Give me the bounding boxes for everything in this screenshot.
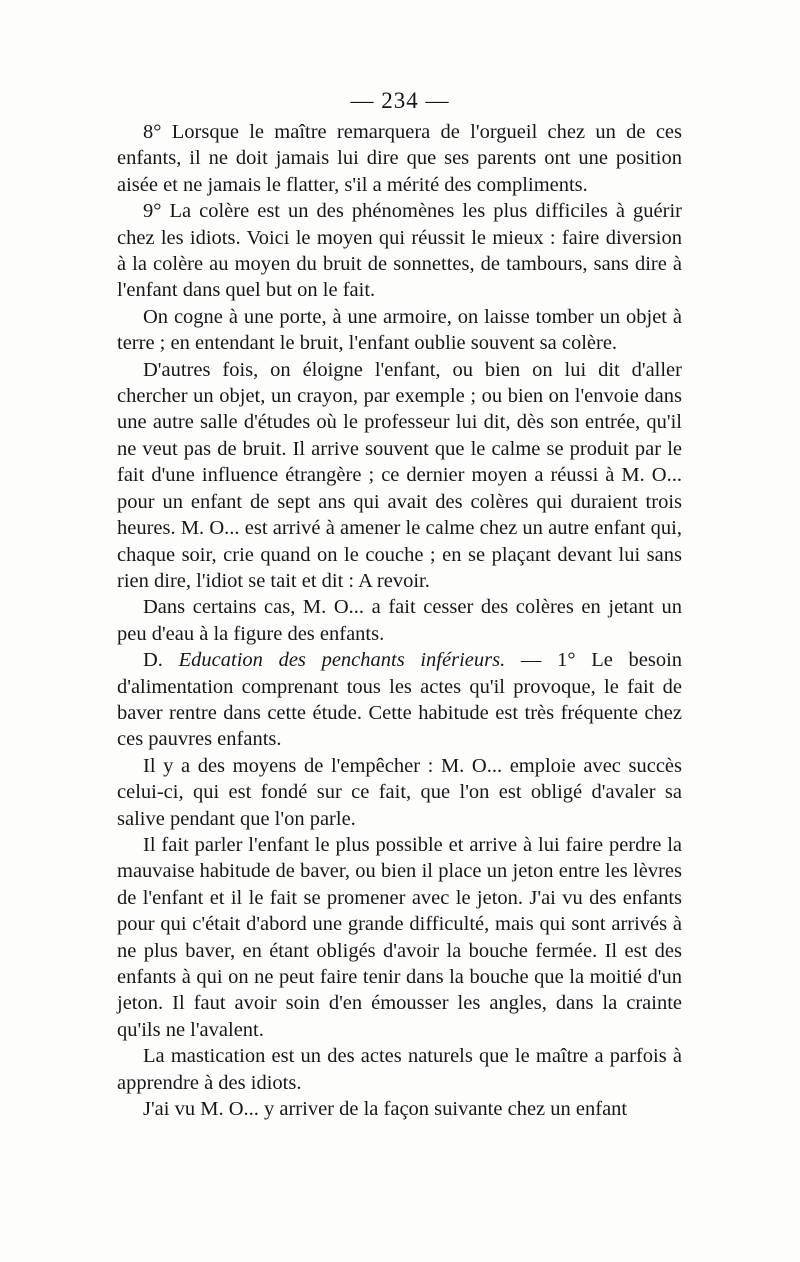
- paragraph-autres-fois: D'autres fois, on éloigne l'enfant, ou bien on lui dit d'aller chercher un objet, un crayon, par exemple ; ou bien on l'envoie dans une autre salle d'études où le professeur lui dit, dès son entrée, qu'il ne veut pas de bruit. Il arrive souvent que le calme se produit par le fait d'une influence étrangère ; ce dernier moyen a réussi à M. O... pour un enfant de sept ans qui avait des colères qui duraient trois heures. M. O... est arrivé à amener le calme chez un autre enfant qui, chaque soir, crie quand on le couche ; en se plaçant devant lui sans rien dire, l'idiot se tait et dit : A revoir.: [117, 358, 682, 592]
- paragraph-moyens: Il y a des moyens de l'empêcher : M. O... emploie avec succès celui-ci, qui est fondé sur ce fait, que l'on est obligé d'avaler sa salive pendant que l'on parle.: [117, 754, 682, 830]
- paragraph-cogne: On cogne à une porte, à une armoire, on laisse tomber un objet à terre ; en entendant le bruit, l'enfant oublie souvent sa colère.: [117, 305, 682, 355]
- section-d-label: D.: [143, 649, 163, 672]
- paragraph-item-8: 8° Lorsque le maître remarquera de l'orgueil chez un de ces enfants, il ne doit jamais lui dire que ses parents ont une position aisée et ne jamais le flatter, s'il a mérité des compliments.: [117, 121, 682, 196]
- paragraph-item-9: 9° La colère est un des phénomènes les plus difficiles à guérir chez les idiots. Voici le moyen qui réussit le mieux : faire diversion à la colère au moyen du bruit de sonnettes, de tambours, sans dire à l'enfant dans quel but on le fait.: [117, 200, 682, 302]
- page-number: — 234 —: [350, 88, 450, 113]
- paragraph-vu-m-o: J'ai vu M. O... y arriver de la façon suivante chez un enfant: [143, 1098, 628, 1121]
- paragraph-certains-cas: Dans certains cas, M. O... a fait cesser des colères en jetant un peu d'eau à la figure des enfants.: [117, 596, 682, 645]
- section-d-title: Education des penchants inférieurs.: [178, 649, 506, 672]
- paragraph-parler: Il fait parler l'enfant le plus possible et arrive à lui faire perdre la mauvaise habitude de baver, ou bien il place un jeton entre les lèvres de l'enfant et il le fait se promener avec le jeton. J'ai vu des enfants pour qui c'était d'abord une grande difficulté, mais qui sont arrivés à ne plus baver, en étant obligés d'avoir la bouche fermée. Il est des enfants à qui on ne peut faire tenir dans la bouche que la moitié d'un jeton. Il faut avoir soin d'en émousser les angles, dans la crainte qu'ils ne l'avalent.: [117, 833, 682, 1041]
- section-d-text: — 1° Le besoin d'alimentation comprenant tous les actes qu'il provoque, le fait de baver rentre dans cette étude. Cette habitude est très fréquente chez ces pauvres enfants.: [117, 649, 683, 751]
- section-d-paragraph: [117, 647, 682, 753]
- body-text: [117, 119, 682, 1122]
- paragraph-mastication: La mastication est un des actes naturels que le maître a parfois à apprendre à des idiots.: [117, 1045, 682, 1094]
